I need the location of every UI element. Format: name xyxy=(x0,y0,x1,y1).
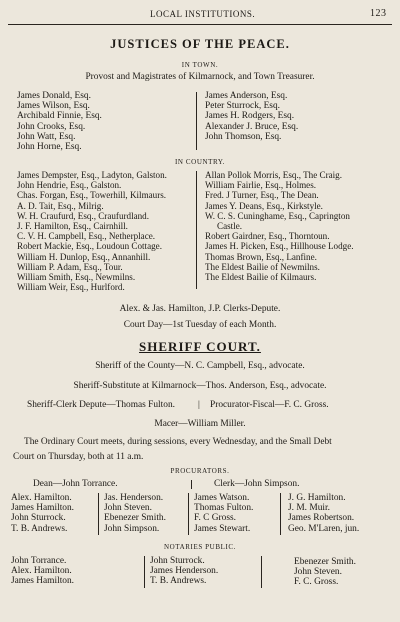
list-item: Thomas Brown, Esq., Lanfine. xyxy=(205,251,317,262)
provost-line: Provost and Magistrates of Kilmarnock, and Town Treasurer. xyxy=(85,72,315,82)
procurators-divider-3 xyxy=(280,493,281,535)
procurators-col-2 xyxy=(104,493,166,534)
notaries-divider-1 xyxy=(144,556,145,588)
list-item: John Steven. xyxy=(294,567,342,578)
list-item: Castle. xyxy=(217,220,243,231)
clerks-line: Alex. & Jas. Hamilton, J.P. Clerks-Depute. xyxy=(119,304,281,314)
list-item: J. M. Muir. xyxy=(288,503,330,514)
sheriff-substitute-line: Sheriff-Substitute at Kilmarnock—Thos. Anderson, Esq., advocate. xyxy=(73,381,327,391)
list-item: C. V. H. Campbell, Esq., Netherplace. xyxy=(17,231,156,242)
list-item: William P. Adam, Esq., Tour. xyxy=(17,261,123,272)
list-item: W. C. S. Cuninghame, Esq., Caprington xyxy=(205,210,350,221)
list-item: The Eldest Bailie of Newmilns. xyxy=(205,261,320,272)
justices-title: JUSTICES OF THE PEACE. xyxy=(110,37,290,51)
list-item: Fred. J Turner, Esq., The Dean. xyxy=(205,190,319,201)
list-item: Ebenezer Smith. xyxy=(104,513,166,524)
list-item: Peter Sturrock, Esq. xyxy=(205,101,280,112)
list-item: T. B. Andrews. xyxy=(11,523,68,534)
country-right-list xyxy=(205,170,354,282)
list-item: Jas. Henderson. xyxy=(104,493,164,503)
list-item: Ebenezer Smith. xyxy=(294,557,356,567)
list-item: James Hamilton. xyxy=(11,503,75,514)
country-left-list xyxy=(17,170,167,292)
notaries-col-2 xyxy=(150,556,218,587)
sheriff-title: SHERIFF COURT. xyxy=(139,339,261,354)
list-item: William H. Dunlop, Esq., Annanhill. xyxy=(17,251,151,262)
procurators-divider-1 xyxy=(98,493,99,535)
macer-line: Macer—William Miller. xyxy=(154,419,246,429)
procurators-col-1 xyxy=(11,493,74,534)
list-item: James H. Rodgers, Esq. xyxy=(205,111,295,122)
list-item: James H. Picken, Esq., Hillhouse Lodge. xyxy=(205,241,354,252)
list-item: John Crooks, Esq. xyxy=(17,121,86,132)
list-item: Thomas Fulton. xyxy=(194,503,254,514)
list-item: Alex. Hamilton. xyxy=(11,493,72,503)
list-item: William Smith, Esq., Newmilns. xyxy=(17,271,136,282)
ordinary-court-line-2: Court on Thursday, both at 11 a.m. xyxy=(13,452,144,462)
list-item: Geo. M'Laren, jun. xyxy=(288,523,360,534)
town-left-list xyxy=(17,91,102,152)
procurators-col-4 xyxy=(288,493,359,534)
notaries-heading: NOTARIES PUBLIC. xyxy=(163,543,237,551)
list-item: W. H. Craufurd, Esq., Craufurdland. xyxy=(17,210,150,221)
in-town-heading: IN TOWN. xyxy=(181,61,219,69)
list-item: The Eldest Bailie of Kilmaurs. xyxy=(205,271,317,282)
list-item: James Wilson, Esq. xyxy=(17,101,90,112)
list-item: Chas. Forgan, Esq., Towerhill, Kilmaurs. xyxy=(17,190,167,201)
list-item: John Sturrock. xyxy=(150,556,205,566)
list-item: Alexander J. Bruce, Esq. xyxy=(205,121,299,132)
in-country-heading: IN COUNTRY. xyxy=(174,158,226,166)
list-item: John Horne, Esq. xyxy=(17,141,82,152)
separator-bar: | xyxy=(198,400,200,410)
list-item: Robert Mackie, Esq., Loudoun Cottage. xyxy=(17,241,162,252)
list-item: John Steven. xyxy=(104,503,152,514)
notaries-divider-2 xyxy=(261,556,262,588)
notaries-col-1 xyxy=(11,556,74,587)
list-item: James Y. Deans, Esq., Kirkstyle. xyxy=(205,200,323,211)
list-item: James Anderson, Esq. xyxy=(205,91,288,101)
list-item: F. C Gross. xyxy=(194,513,236,524)
notaries-col-3 xyxy=(294,557,356,588)
list-item: John Simpson. xyxy=(104,523,160,534)
list-item: F. C. Gross. xyxy=(294,577,339,588)
procurators-divider-2 xyxy=(188,493,189,535)
list-item: John Watt, Esq. xyxy=(17,131,76,142)
list-item: Alex. Hamilton. xyxy=(11,566,72,577)
dean-clerk-divider xyxy=(191,480,192,489)
list-item: John Torrance. xyxy=(11,556,67,566)
court-day-line: Court Day—1st Tuesday of each Month. xyxy=(123,320,277,330)
list-item: J. F. Hamilton, Esq., Cairnhill. xyxy=(17,220,128,231)
ordinary-court-line-1: The Ordinary Court meets, during sessions, every Wednesday, and the Small Debt xyxy=(24,437,332,447)
sheriff-clerk-depute: Sheriff-Clerk Depute—Thomas Fulton. xyxy=(27,400,175,410)
list-item: J. G. Hamilton. xyxy=(288,493,346,503)
page-number: 123 xyxy=(370,8,387,19)
procurator-fiscal: Procurator-Fiscal—F. C. Gross. xyxy=(210,400,329,410)
town-right-list xyxy=(205,91,298,142)
list-item: A. D. Tait, Esq., Milrig. xyxy=(17,200,104,211)
list-item: James Dempster, Esq., Ladyton, Galston. xyxy=(17,170,167,180)
town-divider xyxy=(196,92,197,150)
list-item: Archibald Finnie, Esq. xyxy=(17,111,102,122)
running-title: LOCAL INSTITUTIONS. xyxy=(150,9,256,19)
list-item: William Weir, Esq., Hurlford. xyxy=(17,282,125,293)
list-item: James Hamilton. xyxy=(11,576,75,587)
list-item: John Thomson, Esq. xyxy=(205,131,282,142)
list-item: James Henderson. xyxy=(150,566,219,577)
dean-line: Dean—John Torrance. xyxy=(33,479,118,489)
list-item: Robert Gairdner, Esq., Thorntoun. xyxy=(205,231,330,242)
list-item: James Watson. xyxy=(194,493,250,503)
clerk-line: Clerk—John Simpson. xyxy=(214,479,300,489)
list-item: John Sturrock. xyxy=(11,513,66,524)
sheriff-line: Sheriff of the County—N. C. Campbell, Esq., advocate. xyxy=(95,361,305,371)
procurators-col-3 xyxy=(194,493,253,534)
list-item: William Fairlie, Esq., Holmes. xyxy=(205,180,317,191)
list-item: James Robertson. xyxy=(288,513,355,524)
procurators-heading: PROCURATORS. xyxy=(170,467,230,475)
header-rule xyxy=(8,24,392,25)
country-divider xyxy=(196,171,197,289)
list-item: T. B. Andrews. xyxy=(150,576,207,587)
list-item: John Hendrie, Esq., Galston. xyxy=(17,180,122,191)
list-item: James Donald, Esq. xyxy=(17,91,91,101)
list-item: Allan Pollok Morris, Esq., The Craig. xyxy=(205,170,342,180)
list-item: James Stewart. xyxy=(194,523,251,534)
